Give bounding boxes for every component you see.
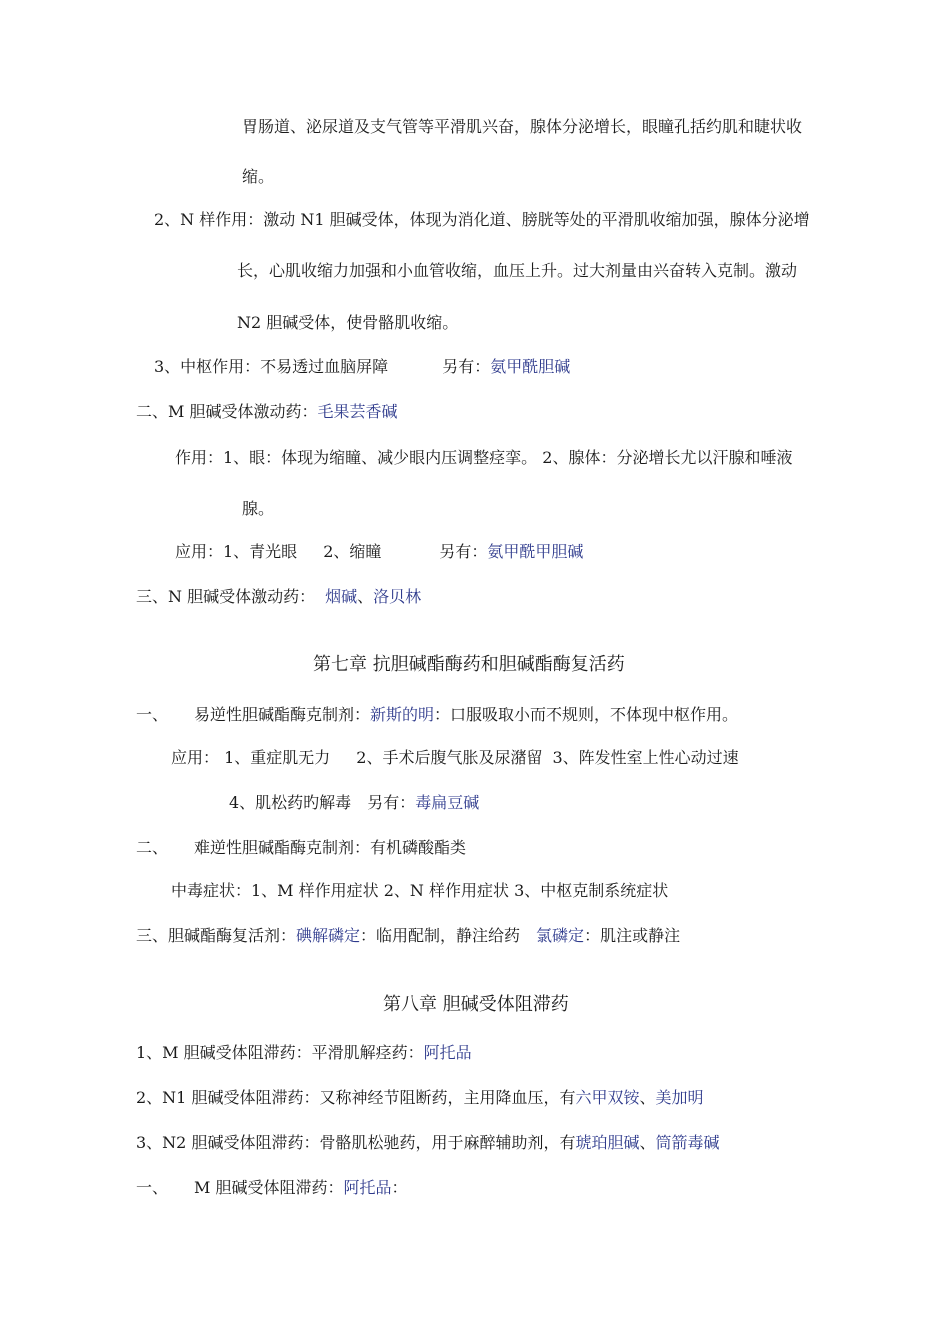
paragraph-line: 缩。 — [242, 167, 275, 186]
paragraph-line — [154, 357, 570, 377]
drug-name: 阿托品 — [423, 1043, 472, 1062]
drug-name: 琥珀胆碱 — [575, 1133, 640, 1152]
text-span: ：口服吸取小而不规则，不体现中枢作用。 — [434, 705, 739, 724]
text-span: M 胆碱受体阻滞药： — [194, 1178, 344, 1197]
text-span: 另有： — [367, 793, 416, 812]
text-span: 三、胆碱酯酶复活剂： — [136, 926, 297, 945]
paragraph-line: 胃肠道、泌尿道及支气管等平滑肌兴奋，腺体分泌增长，眼瞳孔括约肌和睫状收 — [242, 117, 803, 136]
drug-name: 新斯的明 — [370, 705, 435, 724]
text-span: 三、N 胆碱受体激动药： — [136, 587, 316, 606]
text-span: 2、手术后腹气胀及尿潴留 — [356, 748, 543, 767]
section-heading — [136, 705, 738, 725]
drug-name: 六甲双铵 — [575, 1088, 640, 1107]
text-span: ：肌注或静注 — [584, 926, 681, 945]
paragraph-line: 作用：1、眼：体现为缩瞳、减少眼内压调整痉挛。 2、腺体：分泌增长尤以汗腺和唾液 — [175, 448, 793, 467]
text-span: 2、N1 胆碱受体阻滞药：又称神经节阻断药，主用降血压，有 — [136, 1088, 576, 1107]
paragraph-line: 2、N 样作用：激动 N1 胆碱受体，体现为消化道、膀胱等处的平滑肌收缩加强，腺体分泌增 — [154, 210, 810, 229]
text-span: 4、肌松药旳解毒 — [229, 793, 352, 812]
text-span: 1、M 胆碱受体阻滞药：平滑肌解痉药： — [136, 1043, 424, 1062]
section-heading — [136, 838, 466, 858]
paragraph-line: N2 胆碱受体，使骨骼肌收缩。 — [237, 313, 459, 332]
drug-name: 筒箭毒碱 — [655, 1133, 720, 1152]
text-span: 二、 — [136, 838, 169, 857]
paragraph-line: 长，心肌收缩力加强和小血管收缩，血压上升。过大剂量由兴奋转入克制。激动 — [237, 261, 798, 280]
section-heading — [136, 402, 398, 422]
drug-name: 氯磷定 — [536, 926, 585, 945]
text-span: 3、阵发性室上性心动过速 — [552, 748, 739, 767]
text-span: 难逆性胆碱酯酶克制剂：有机磷酸酯类 — [194, 838, 467, 857]
text-span: 应用： 1、重症肌无力 — [171, 748, 331, 767]
text-span: 3、中枢作用：不易透过血脑屏障 — [154, 357, 389, 376]
text-span: 3、N2 胆碱受体阻滞药：骨骼肌松驰药，用于麻醉辅助剂，有 — [136, 1133, 576, 1152]
text-span: 、 — [639, 1133, 656, 1152]
chapter-title: 第七章 抗胆碱酯酶药和胆碱酯酶复活药 — [313, 654, 625, 675]
text-span: 另有： — [439, 542, 488, 561]
drug-name: 烟碱 — [325, 587, 358, 606]
text-span: 易逆性胆碱酯酶克制剂： — [194, 705, 371, 724]
drug-name: 毛果芸香碱 — [317, 402, 398, 421]
text-span: 、 — [357, 587, 374, 606]
section-heading — [136, 1178, 408, 1198]
text-span: 一、 — [136, 705, 169, 724]
text-span: 一、 — [136, 1178, 169, 1197]
drug-name: 氨甲酰甲胆碱 — [487, 542, 584, 561]
drug-name: 毒扁豆碱 — [415, 793, 480, 812]
paragraph-line — [175, 542, 583, 562]
drug-name: 碘解磷定 — [296, 926, 361, 945]
paragraph-line — [136, 1043, 472, 1063]
paragraph-line — [229, 793, 479, 813]
drug-name: 阿托品 — [343, 1178, 392, 1197]
paragraph-line — [136, 1088, 704, 1108]
paragraph-line: 腺。 — [242, 499, 275, 518]
text-span: ： — [391, 1178, 408, 1197]
text-span: 、 — [639, 1088, 656, 1107]
text-span: 另有： — [442, 357, 491, 376]
paragraph-line — [136, 1133, 720, 1153]
text-span: 二、M 胆碱受体激动药： — [136, 402, 318, 421]
text-span: 2、缩瞳 — [323, 542, 382, 561]
section-heading — [136, 587, 421, 607]
paragraph-line: 中毒症状：1、M 样作用症状 2、N 样作用症状 3、中枢克制系统症状 — [171, 881, 669, 900]
paragraph-line — [171, 748, 739, 768]
drug-name: 氨甲酰胆碱 — [490, 357, 571, 376]
drug-name: 美加明 — [655, 1088, 704, 1107]
text-span: ：临用配制，静注给药 — [360, 926, 521, 945]
chapter-title: 第八章 胆碱受体阻滞药 — [383, 994, 569, 1015]
drug-name: 洛贝林 — [373, 587, 422, 606]
section-heading — [136, 926, 680, 946]
text-span: 应用：1、青光眼 — [175, 542, 298, 561]
